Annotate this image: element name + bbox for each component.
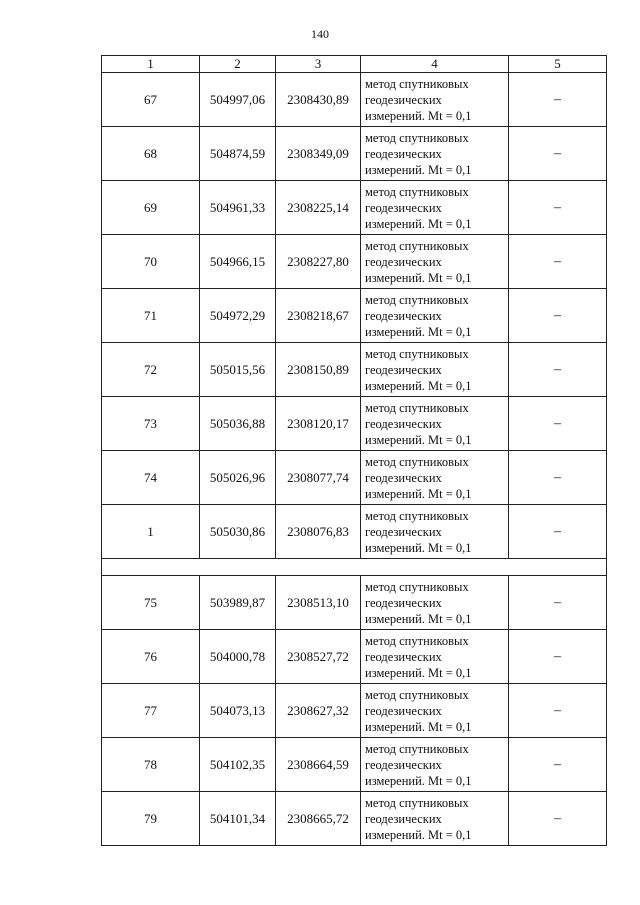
method-line: измерений. Mt = 0,1 — [365, 324, 472, 339]
y-coordinate-cell: 2308349,09 — [276, 127, 361, 181]
table-row — [102, 630, 607, 684]
x-coordinate-cell: 504102,35 — [200, 738, 276, 792]
y-coordinate-cell: 2308120,17 — [276, 397, 361, 451]
note-cell: – — [509, 73, 607, 127]
y-coordinate-cell: 2308527,72 — [276, 630, 361, 684]
method-line: измерений. Mt = 0,1 — [365, 719, 472, 734]
method-cell — [361, 792, 509, 846]
note-cell: – — [509, 235, 607, 289]
x-coordinate-cell: 504966,15 — [200, 235, 276, 289]
table-row — [102, 684, 607, 738]
method-line: измерений. Mt = 0,1 — [365, 162, 472, 177]
method-line: метод спутниковых — [365, 130, 469, 145]
method-line: геодезических — [365, 757, 442, 772]
method-cell — [361, 738, 509, 792]
y-coordinate-cell: 2308430,89 — [276, 73, 361, 127]
section-separator-cell — [102, 559, 607, 576]
method-line: метод спутниковых — [365, 400, 469, 415]
method-cell — [361, 576, 509, 630]
method-cell — [361, 181, 509, 235]
x-coordinate-cell: 504073,13 — [200, 684, 276, 738]
x-coordinate-cell: 505015,56 — [200, 343, 276, 397]
method-line: геодезических — [365, 649, 442, 664]
point-number-cell: 74 — [102, 451, 200, 505]
method-cell — [361, 397, 509, 451]
method-line: метод спутниковых — [365, 292, 469, 307]
method-cell — [361, 235, 509, 289]
note-cell: – — [509, 451, 607, 505]
method-line: геодезических — [365, 308, 442, 323]
note-cell: – — [509, 792, 607, 846]
y-coordinate-cell: 2308227,80 — [276, 235, 361, 289]
table-row — [102, 792, 607, 846]
method-cell — [361, 127, 509, 181]
method-line: метод спутниковых — [365, 76, 469, 91]
method-cell — [361, 684, 509, 738]
table-row — [102, 127, 607, 181]
x-coordinate-cell: 503989,87 — [200, 576, 276, 630]
x-coordinate-cell: 505030,86 — [200, 505, 276, 559]
table-body — [102, 56, 607, 846]
point-number-cell: 75 — [102, 576, 200, 630]
table-row — [102, 73, 607, 127]
header-col-5: 5 — [509, 56, 607, 73]
point-number-cell: 77 — [102, 684, 200, 738]
point-number-cell: 72 — [102, 343, 200, 397]
page-number: 140 — [311, 27, 329, 41]
x-coordinate-cell: 505036,88 — [200, 397, 276, 451]
header-col-2: 2 — [200, 56, 276, 73]
method-cell — [361, 451, 509, 505]
point-number-cell: 71 — [102, 289, 200, 343]
method-line: метод спутниковых — [365, 633, 469, 648]
method-cell — [361, 73, 509, 127]
method-line: метод спутниковых — [365, 238, 469, 253]
note-cell: – — [509, 127, 607, 181]
y-coordinate-cell: 2308150,89 — [276, 343, 361, 397]
method-line: метод спутниковых — [365, 741, 469, 756]
header-col-1: 1 — [102, 56, 200, 73]
table-row — [102, 289, 607, 343]
x-coordinate-cell: 504972,29 — [200, 289, 276, 343]
method-line: геодезических — [365, 470, 442, 485]
method-line: геодезических — [365, 200, 442, 215]
point-number-cell: 68 — [102, 127, 200, 181]
method-line: измерений. Mt = 0,1 — [365, 108, 472, 123]
table-row — [102, 576, 607, 630]
coordinates-table — [101, 55, 607, 846]
y-coordinate-cell: 2308627,32 — [276, 684, 361, 738]
table-row — [102, 738, 607, 792]
x-coordinate-cell: 504000,78 — [200, 630, 276, 684]
method-line: измерений. Mt = 0,1 — [365, 270, 472, 285]
point-number-cell: 1 — [102, 505, 200, 559]
y-coordinate-cell: 2308664,59 — [276, 738, 361, 792]
table-row — [102, 181, 607, 235]
x-coordinate-cell: 505026,96 — [200, 451, 276, 505]
method-line: измерений. Mt = 0,1 — [365, 486, 472, 501]
note-cell: – — [509, 505, 607, 559]
method-cell — [361, 289, 509, 343]
method-line: метод спутниковых — [365, 579, 469, 594]
method-line: метод спутниковых — [365, 687, 469, 702]
note-cell: – — [509, 289, 607, 343]
point-number-cell: 73 — [102, 397, 200, 451]
point-number-cell: 78 — [102, 738, 200, 792]
table-row — [102, 235, 607, 289]
section-separator-row — [102, 559, 607, 576]
x-coordinate-cell: 504874,59 — [200, 127, 276, 181]
method-line: геодезических — [365, 254, 442, 269]
method-line: геодезических — [365, 146, 442, 161]
point-number-cell: 70 — [102, 235, 200, 289]
note-cell: – — [509, 397, 607, 451]
method-line: измерений. Mt = 0,1 — [365, 216, 472, 231]
x-coordinate-cell: 504997,06 — [200, 73, 276, 127]
note-cell: – — [509, 738, 607, 792]
table-row — [102, 505, 607, 559]
method-cell — [361, 630, 509, 684]
y-coordinate-cell: 2308076,83 — [276, 505, 361, 559]
method-line: измерений. Mt = 0,1 — [365, 540, 472, 555]
method-cell — [361, 505, 509, 559]
method-line: метод спутниковых — [365, 795, 469, 810]
method-line: измерений. Mt = 0,1 — [365, 827, 472, 842]
method-line: измерений. Mt = 0,1 — [365, 665, 472, 680]
method-line: метод спутниковых — [365, 184, 469, 199]
note-cell: – — [509, 343, 607, 397]
table-row — [102, 397, 607, 451]
note-cell: – — [509, 181, 607, 235]
method-line: геодезических — [365, 362, 442, 377]
method-line: метод спутниковых — [365, 508, 469, 523]
y-coordinate-cell: 2308218,67 — [276, 289, 361, 343]
note-cell: – — [509, 630, 607, 684]
point-number-cell: 76 — [102, 630, 200, 684]
note-cell: – — [509, 684, 607, 738]
header-col-4: 4 — [361, 56, 509, 73]
y-coordinate-cell: 2308513,10 — [276, 576, 361, 630]
method-line: измерений. Mt = 0,1 — [365, 378, 472, 393]
table-header-row — [102, 56, 607, 73]
method-line: геодезических — [365, 595, 442, 610]
method-line: геодезических — [365, 524, 442, 539]
table-row — [102, 343, 607, 397]
point-number-cell: 69 — [102, 181, 200, 235]
header-col-3: 3 — [276, 56, 361, 73]
method-line: метод спутниковых — [365, 346, 469, 361]
point-number-cell: 67 — [102, 73, 200, 127]
method-line: метод спутниковых — [365, 454, 469, 469]
method-cell — [361, 343, 509, 397]
note-cell: – — [509, 576, 607, 630]
y-coordinate-cell: 2308665,72 — [276, 792, 361, 846]
y-coordinate-cell: 2308077,74 — [276, 451, 361, 505]
point-number-cell: 79 — [102, 792, 200, 846]
method-line: геодезических — [365, 703, 442, 718]
method-line: геодезических — [365, 92, 442, 107]
method-line: измерений. Mt = 0,1 — [365, 611, 472, 626]
y-coordinate-cell: 2308225,14 — [276, 181, 361, 235]
method-line: геодезических — [365, 811, 442, 826]
x-coordinate-cell: 504961,33 — [200, 181, 276, 235]
table-row — [102, 451, 607, 505]
method-line: геодезических — [365, 416, 442, 431]
method-line: измерений. Mt = 0,1 — [365, 432, 472, 447]
method-line: измерений. Mt = 0,1 — [365, 773, 472, 788]
x-coordinate-cell: 504101,34 — [200, 792, 276, 846]
